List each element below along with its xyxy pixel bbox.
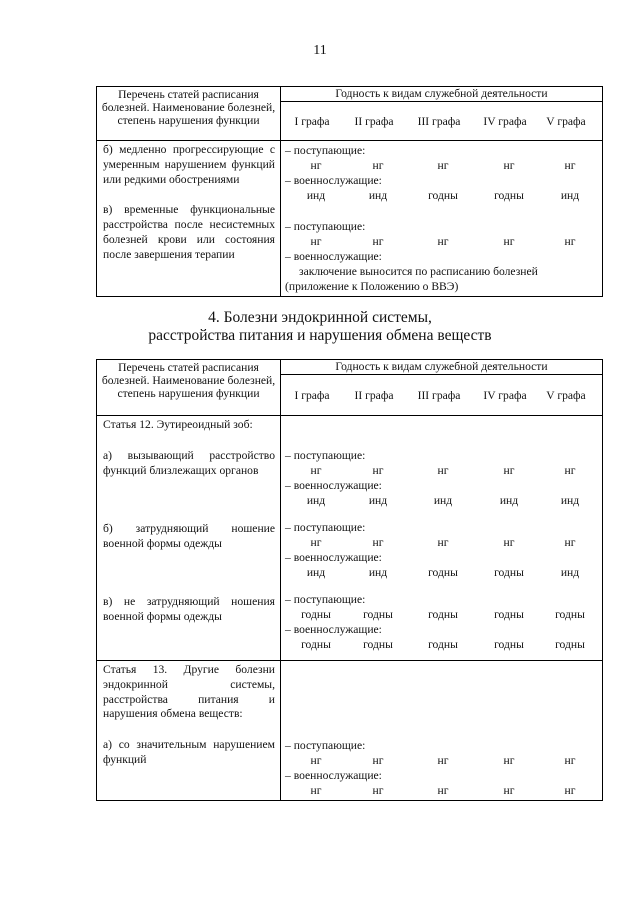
applicants-label: – поступающие: bbox=[285, 144, 366, 157]
servicemen-values: инд инд годны годны инд bbox=[306, 189, 580, 202]
servicemen-values: нг нг нг нг нг bbox=[310, 784, 576, 797]
column-header-4: IV графа bbox=[483, 114, 527, 128]
page-number: 11 bbox=[313, 43, 327, 58]
conclusion-note-reference: (приложение к Положению о ВВЭ) bbox=[285, 280, 459, 293]
disease-item-a: а) вызывающий расстройство функций близлежащих органов bbox=[103, 448, 275, 477]
servicemen-label: – военнослужащие: bbox=[285, 623, 382, 636]
applicants-label: – поступающие: bbox=[285, 220, 366, 233]
column-header-4: IV графа bbox=[483, 388, 527, 402]
column-header-2: II графа bbox=[354, 114, 394, 128]
servicemen-values: годны годны годны годны годны bbox=[301, 638, 585, 651]
fitness-header: Годность к видам служебной деятельности bbox=[281, 87, 602, 102]
fitness-table-2 bbox=[96, 359, 603, 801]
fitness-table-1 bbox=[96, 86, 603, 297]
applicants-values: нг нг нг нг нг bbox=[310, 159, 576, 172]
article-12-title: Статья 12. Эутиреоидный зоб: bbox=[103, 418, 253, 431]
disease-item-v: в) временные функциональные расстройства после несистемных болезней крови или состояния после завершения терапии bbox=[103, 203, 275, 261]
disease-item-a13: а) со значительным нарушением функций bbox=[103, 738, 275, 766]
applicants-label: – поступающие: bbox=[285, 593, 366, 606]
applicants-values: нг нг нг нг нг bbox=[310, 754, 576, 767]
servicemen-label: – военнослужащие: bbox=[285, 551, 382, 564]
servicemen-label: – военнослужащие: bbox=[285, 174, 382, 187]
disease-item-b: б) затрудняющий ношение военной формы одежды bbox=[103, 522, 275, 551]
applicants-label: – поступающие: bbox=[285, 521, 366, 534]
column-header-1: I графа bbox=[294, 114, 330, 128]
servicemen-values: инд инд инд инд инд bbox=[306, 494, 580, 507]
applicants-values: нг нг нг нг нг bbox=[310, 235, 576, 248]
servicemen-label: – военнослужащие: bbox=[285, 479, 382, 492]
disease-item-v: в) не затрудняющий ношения военной формы одежды bbox=[103, 594, 275, 623]
list-column-header: Перечень статей расписания болезней. Наименование болезней, степень нарушения функции bbox=[97, 87, 281, 141]
servicemen-label: – военнослужащие: bbox=[285, 250, 382, 263]
section-heading-line1: 4. Болезни эндокринной системы, bbox=[208, 309, 432, 326]
disease-item-b: б) медленно прогрессирующие с умеренным нарушением функций или редкими обострениями bbox=[103, 143, 275, 186]
servicemen-label: – военнослужащие: bbox=[285, 769, 382, 782]
column-header-3: III графа bbox=[417, 114, 461, 128]
conclusion-note: заключение выносится по расписанию болезней bbox=[299, 265, 538, 278]
article-13-title: Статья 13. Другие болезни эндокринной системы, расстройства питания и нарушения обмена веществ: bbox=[103, 663, 275, 721]
applicants-values: годны годны годны годны годны bbox=[301, 608, 585, 621]
applicants-values: нг нг нг нг нг bbox=[310, 536, 576, 549]
applicants-values: нг нг нг нг нг bbox=[310, 464, 576, 477]
column-header-1: I графа bbox=[294, 388, 330, 402]
applicants-label: – поступающие: bbox=[285, 739, 366, 752]
column-header-2: II графа bbox=[354, 388, 394, 402]
servicemen-values: инд инд годны годны инд bbox=[306, 566, 580, 579]
column-header-5: V графа bbox=[546, 114, 586, 128]
fitness-header: Годность к видам служебной деятельности bbox=[281, 360, 602, 375]
column-header-5: V графа bbox=[546, 388, 586, 402]
applicants-label: – поступающие: bbox=[285, 449, 366, 462]
column-header-3: III графа bbox=[417, 388, 461, 402]
section-heading-line2: расстройства питания и нарушения обмена веществ bbox=[148, 327, 492, 344]
list-column-header: Перечень статей расписания болезней. Наименование болезней, степень нарушения функции bbox=[97, 360, 281, 416]
